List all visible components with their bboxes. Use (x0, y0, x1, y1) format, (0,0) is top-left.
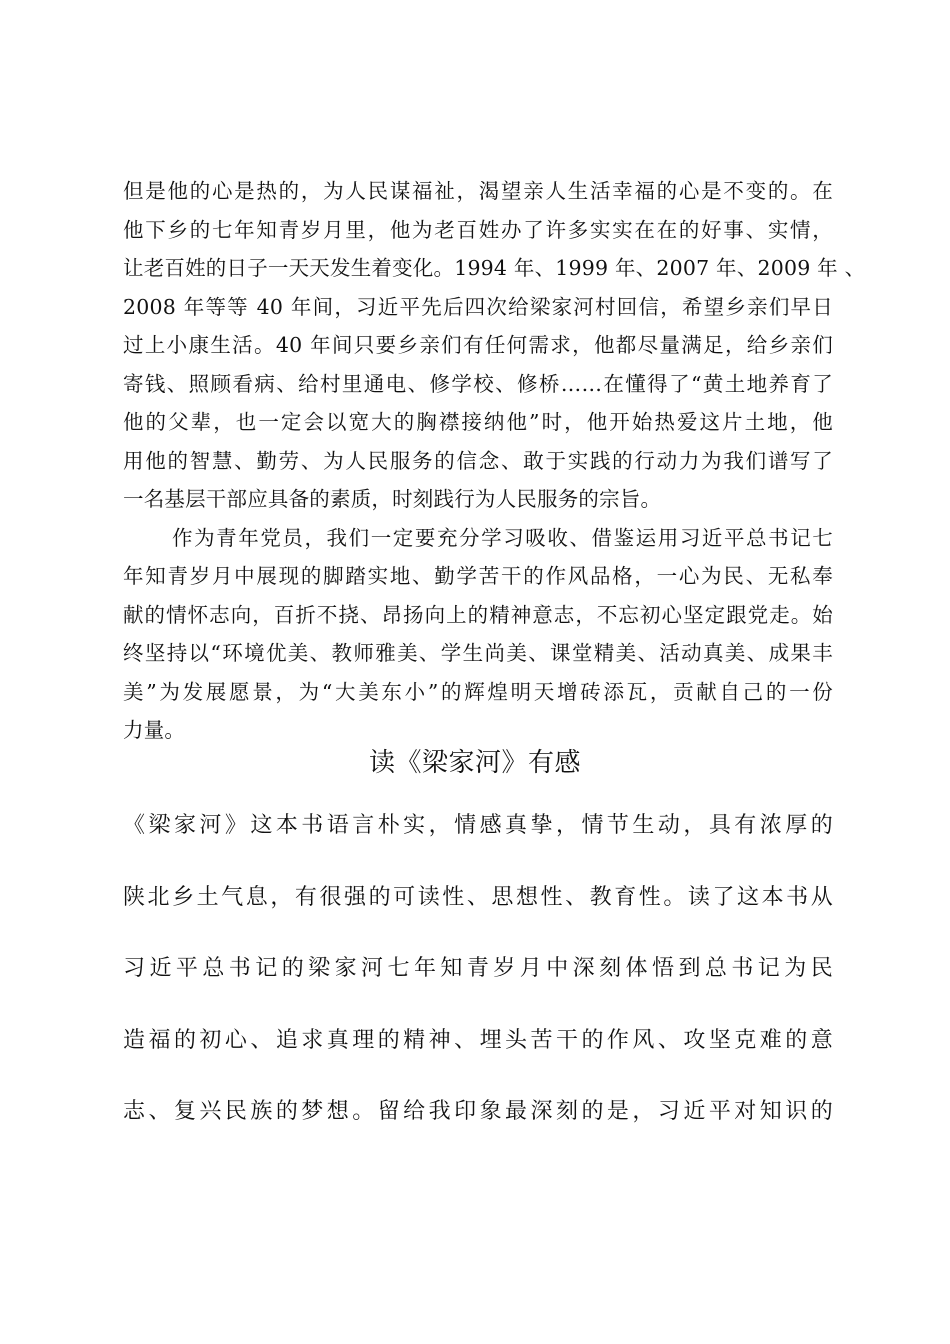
essay-continuation (123, 172, 866, 750)
paragraph-line: 献的情怀志向，百折不挠、昂扬向上的精神意志，不忘初心坚定跟党走。始 (123, 602, 833, 627)
paragraph-line: 年知青岁月中展现的脚踏实地、勤学苦干的作风品格，一心为民、无私奉 (123, 564, 833, 588)
paragraph-line: 终坚持以“环境优美、教师雅美、学生尚美、课堂精美、活动真美、成果丰 (123, 641, 833, 665)
paragraph-line: 2008 年等等 40 年间，习近平先后四次给梁家河村回信，希望乡亲们早日 (123, 294, 833, 319)
paragraph-line: 一名基层干部应具备的素质，时刻践行为人民服务的宗旨。 (123, 487, 662, 511)
paragraph-line: 寄钱、照顾看病、给村里通电、修学校、修桥……在懂得了“黄土地养育了 (123, 371, 833, 396)
paragraph-line: 造福的初心、追求真理的精神、埋头苦干的作风、攻坚克难的意 (123, 1027, 833, 1053)
paragraph-line: 他下乡的七年知青岁月里，他为老百姓办了许多实实在在的好事、实情， (123, 217, 833, 242)
paragraph-line: 力量。 (123, 718, 186, 742)
paragraph-line: 作为青年党员，我们一定要充分学习吸收、借鉴运用习近平总书记七 (172, 525, 833, 550)
paragraph-line: 美”为发展愿景，为“大美东小”的辉煌明天增砖添瓦，贡献自己的一份 (123, 679, 833, 704)
paragraph-2 (123, 519, 833, 750)
essay-title: 读《梁家河》有感 (368, 748, 581, 778)
paragraph-line: 志、复兴民族的梦想。留给我印象最深刻的是，习近平对知识的 (123, 1099, 833, 1124)
paragraph-line: 《梁家河》这本书语言朴实，情感真挚，情节生动，具有浓厚的 (123, 813, 833, 838)
paragraph-line: 但是他的心是热的，为人民谋福祉，渴望亲人生活幸福的心是不变的。在 (123, 179, 833, 203)
essay-body (123, 790, 833, 1148)
paragraph-line: 习近平总书记的梁家河七年知青岁月中深刻体悟到总书记为民 (123, 956, 833, 981)
paragraph-line: 用他的智慧、勤劳、为人民服务的信念、敢于实践的行动力为我们谱写了 (123, 448, 833, 473)
paragraph-line: 过上小康生活。40 年间只要乡亲们有任何需求，他都尽量满足，给乡亲们 (123, 333, 833, 357)
paragraph-line: 他的父辈，也一定会以宽大的胸襟接纳他”时，他开始热爱这片土地，他 (123, 410, 833, 434)
paragraph-1 (123, 172, 866, 519)
paragraph-line: 陕北乡土气息，有很强的可读性、思想性、教育性。读了这本书从 (123, 884, 833, 910)
paragraph-line: 让老百姓的日子一天天发生着变化。1994 年、1999 年、2007 年、2009 年 、 (123, 256, 866, 280)
